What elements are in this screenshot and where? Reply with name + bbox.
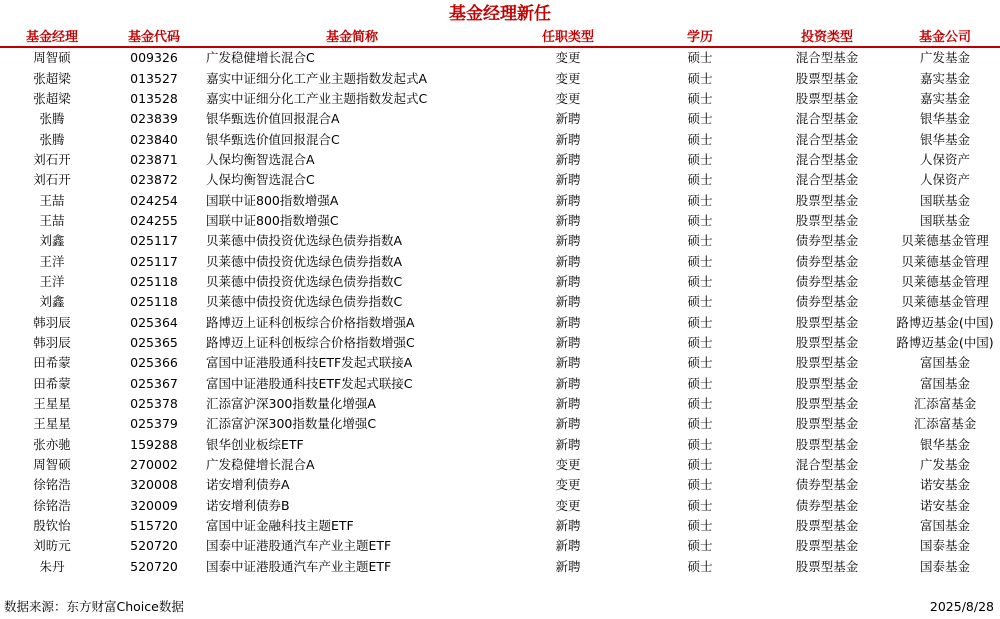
investment-type-cell: 混合型基金 bbox=[795, 111, 859, 127]
fund-company-cell: 诺安基金 bbox=[919, 497, 970, 513]
education-cell: 硕士 bbox=[687, 477, 713, 493]
manager-cell: 王星星 bbox=[33, 396, 71, 412]
manager-cell: 朱丹 bbox=[39, 558, 65, 574]
fund-name-cell: 人保均衡智选混合A bbox=[206, 151, 315, 167]
education-cell: 硕士 bbox=[687, 416, 713, 432]
education-cell: 硕士 bbox=[687, 314, 713, 330]
manager-cell: 周智硕 bbox=[33, 457, 71, 473]
appointment-type-cell: 新聘 bbox=[555, 151, 581, 167]
education-cell: 硕士 bbox=[687, 233, 713, 249]
manager-cell: 张超梁 bbox=[33, 90, 71, 106]
fund-name-cell: 广发稳健增长混合C bbox=[206, 50, 315, 66]
appointment-type-cell: 新聘 bbox=[555, 131, 581, 147]
fund-name-cell: 汇添富沪深300指数量化增强A bbox=[206, 396, 376, 412]
manager-cell: 刘石开 bbox=[33, 172, 71, 188]
appointment-type-cell: 新聘 bbox=[555, 111, 581, 127]
investment-type-cell: 债券型基金 bbox=[795, 273, 859, 289]
education-cell: 硕士 bbox=[687, 396, 713, 412]
investment-type-cell: 股票型基金 bbox=[795, 436, 859, 452]
fund-company-cell: 嘉实基金 bbox=[919, 90, 970, 106]
fund-name-cell: 人保均衡智选混合C bbox=[206, 172, 315, 188]
education-cell: 硕士 bbox=[687, 131, 713, 147]
code-cell: 024255 bbox=[130, 212, 178, 228]
manager-cell: 韩羽辰 bbox=[33, 334, 71, 350]
appointment-type-cell: 变更 bbox=[555, 457, 581, 473]
investment-type-cell: 债券型基金 bbox=[795, 477, 859, 493]
header-code: 基金代码 bbox=[104, 28, 204, 47]
manager-cell: 刘昉元 bbox=[33, 538, 71, 554]
code-cell: 025367 bbox=[130, 375, 178, 391]
code-cell: 025118 bbox=[130, 294, 178, 310]
table-row bbox=[0, 516, 1000, 536]
table-row bbox=[0, 475, 1000, 495]
manager-cell: 田希蒙 bbox=[33, 375, 71, 391]
appointment-type-cell: 变更 bbox=[555, 477, 581, 493]
manager-cell: 张腾 bbox=[39, 111, 65, 127]
fund-name-cell: 富国中证金融科技主题ETF bbox=[206, 518, 354, 534]
table-row bbox=[0, 455, 1000, 475]
code-cell: 025365 bbox=[130, 334, 178, 350]
header-fund-company: 基金公司 bbox=[890, 28, 1000, 47]
manager-cell: 王喆 bbox=[39, 192, 65, 208]
fund-company-cell: 贝莱德基金管理 bbox=[901, 233, 989, 249]
manager-cell: 刘鑫 bbox=[39, 233, 65, 249]
manager-cell: 王洋 bbox=[39, 253, 65, 269]
header-fund-name: 基金简称 bbox=[204, 28, 500, 47]
fund-manager-table bbox=[0, 28, 1000, 577]
manager-cell: 张亦驰 bbox=[33, 436, 71, 452]
investment-type-cell: 债券型基金 bbox=[795, 294, 859, 310]
fund-name-cell: 国泰中证港股通汽车产业主题ETF bbox=[206, 558, 392, 574]
appointment-type-cell: 新聘 bbox=[555, 233, 581, 249]
code-cell: 025118 bbox=[130, 273, 178, 289]
investment-type-cell: 混合型基金 bbox=[795, 172, 859, 188]
appointment-type-cell: 新聘 bbox=[555, 253, 581, 269]
fund-company-cell: 诺安基金 bbox=[919, 477, 970, 493]
appointment-type-cell: 新聘 bbox=[555, 172, 581, 188]
education-cell: 硕士 bbox=[687, 518, 713, 534]
fund-company-cell: 路博迈基金(中国) bbox=[896, 334, 994, 350]
education-cell: 硕士 bbox=[687, 497, 713, 513]
code-cell: 013528 bbox=[130, 90, 178, 106]
fund-name-cell: 广发稳健增长混合A bbox=[206, 457, 315, 473]
appointment-type-cell: 新聘 bbox=[555, 396, 581, 412]
table-row bbox=[0, 129, 1000, 149]
table-row bbox=[0, 47, 1000, 68]
fund-name-cell: 国泰中证港股通汽车产业主题ETF bbox=[206, 538, 392, 554]
fund-company-cell: 富国基金 bbox=[919, 355, 970, 371]
fund-company-cell: 贝莱德基金管理 bbox=[901, 294, 989, 310]
fund-name-cell: 诺安增利债券B bbox=[206, 497, 290, 513]
table-row bbox=[0, 435, 1000, 455]
table-row bbox=[0, 211, 1000, 231]
appointment-type-cell: 新聘 bbox=[555, 192, 581, 208]
table-row bbox=[0, 312, 1000, 332]
code-cell: 023871 bbox=[130, 151, 178, 167]
table-row bbox=[0, 89, 1000, 109]
fund-name-cell: 路博迈上证科创板综合价格指数增强C bbox=[206, 334, 415, 350]
manager-cell: 王星星 bbox=[33, 416, 71, 432]
investment-type-cell: 股票型基金 bbox=[795, 416, 859, 432]
fund-name-cell: 银华甄选价值回报混合C bbox=[206, 131, 340, 147]
code-cell: 515720 bbox=[130, 518, 178, 534]
fund-company-cell: 汇添富基金 bbox=[913, 416, 977, 432]
education-cell: 硕士 bbox=[687, 558, 713, 574]
education-cell: 硕士 bbox=[687, 273, 713, 289]
education-cell: 硕士 bbox=[687, 457, 713, 473]
appointment-type-cell: 新聘 bbox=[555, 416, 581, 432]
education-cell: 硕士 bbox=[687, 355, 713, 371]
table-row bbox=[0, 272, 1000, 292]
appointment-type-cell: 新聘 bbox=[555, 436, 581, 452]
education-cell: 硕士 bbox=[687, 50, 713, 66]
fund-company-cell: 贝莱德基金管理 bbox=[901, 273, 989, 289]
fund-name-cell: 国联中证800指数增强C bbox=[206, 212, 339, 228]
appointment-type-cell: 新聘 bbox=[555, 212, 581, 228]
fund-name-cell: 诺安增利债券A bbox=[206, 477, 290, 493]
fund-name-cell: 富国中证港股通科技ETF发起式联接A bbox=[206, 355, 413, 371]
education-cell: 硕士 bbox=[687, 111, 713, 127]
investment-type-cell: 股票型基金 bbox=[795, 558, 859, 574]
investment-type-cell: 混合型基金 bbox=[795, 151, 859, 167]
education-cell: 硕士 bbox=[687, 192, 713, 208]
investment-type-cell: 股票型基金 bbox=[795, 334, 859, 350]
code-cell: 013527 bbox=[130, 70, 178, 86]
code-cell: 009326 bbox=[130, 50, 178, 66]
investment-type-cell: 债券型基金 bbox=[795, 497, 859, 513]
investment-type-cell: 股票型基金 bbox=[795, 375, 859, 391]
table-row bbox=[0, 68, 1000, 88]
fund-name-cell: 贝莱德中债投资优选绿色债券指数C bbox=[206, 273, 403, 289]
investment-type-cell: 股票型基金 bbox=[795, 538, 859, 554]
table-row bbox=[0, 414, 1000, 434]
code-cell: 320008 bbox=[130, 477, 178, 493]
manager-cell: 殷钦怡 bbox=[33, 518, 71, 534]
fund-company-cell: 富国基金 bbox=[919, 375, 970, 391]
fund-company-cell: 银华基金 bbox=[919, 131, 970, 147]
investment-type-cell: 股票型基金 bbox=[795, 314, 859, 330]
fund-name-cell: 银华创业板综ETF bbox=[206, 436, 304, 452]
manager-cell: 周智硕 bbox=[33, 50, 71, 66]
appointment-type-cell: 新聘 bbox=[555, 518, 581, 534]
table-row bbox=[0, 353, 1000, 373]
fund-name-cell: 嘉实中证细分化工产业主题指数发起式C bbox=[206, 90, 428, 106]
table-body bbox=[0, 47, 1000, 577]
code-cell: 023839 bbox=[130, 111, 178, 127]
fund-company-cell: 人保资产 bbox=[919, 172, 970, 188]
code-cell: 320009 bbox=[130, 497, 178, 513]
fund-company-cell: 贝莱德基金管理 bbox=[901, 253, 989, 269]
appointment-type-cell: 新聘 bbox=[555, 294, 581, 310]
code-cell: 023872 bbox=[130, 172, 178, 188]
page-title: 基金经理新任 bbox=[449, 4, 551, 24]
appointment-type-cell: 变更 bbox=[555, 70, 581, 86]
appointment-type-cell: 新聘 bbox=[555, 375, 581, 391]
appointment-type-cell: 变更 bbox=[555, 497, 581, 513]
code-cell: 025378 bbox=[130, 396, 178, 412]
report-date: 2025/8/28 bbox=[929, 599, 994, 614]
investment-type-cell: 股票型基金 bbox=[795, 70, 859, 86]
manager-cell: 张腾 bbox=[39, 131, 65, 147]
investment-type-cell: 股票型基金 bbox=[795, 212, 859, 228]
code-cell: 025117 bbox=[130, 253, 178, 269]
manager-cell: 王洋 bbox=[39, 273, 65, 289]
education-cell: 硕士 bbox=[687, 334, 713, 350]
manager-cell: 徐铭浩 bbox=[33, 477, 71, 493]
fund-name-cell: 贝莱德中债投资优选绿色债券指数C bbox=[206, 294, 403, 310]
appointment-type-cell: 新聘 bbox=[555, 558, 581, 574]
education-cell: 硕士 bbox=[687, 90, 713, 106]
appointment-type-cell: 变更 bbox=[555, 90, 581, 106]
investment-type-cell: 股票型基金 bbox=[795, 518, 859, 534]
fund-company-cell: 富国基金 bbox=[919, 518, 970, 534]
fund-name-cell: 贝莱德中债投资优选绿色债券指数A bbox=[206, 233, 403, 249]
appointment-type-cell: 新聘 bbox=[555, 334, 581, 350]
investment-type-cell: 股票型基金 bbox=[795, 396, 859, 412]
education-cell: 硕士 bbox=[687, 436, 713, 452]
fund-company-cell: 嘉实基金 bbox=[919, 70, 970, 86]
table-header-row bbox=[0, 28, 1000, 47]
education-cell: 硕士 bbox=[687, 294, 713, 310]
manager-cell: 张超梁 bbox=[33, 70, 71, 86]
manager-cell: 刘石开 bbox=[33, 151, 71, 167]
header-manager: 基金经理 bbox=[0, 28, 104, 47]
code-cell: 025364 bbox=[130, 314, 178, 330]
table-row bbox=[0, 394, 1000, 414]
fund-company-cell: 路博迈基金(中国) bbox=[896, 314, 994, 330]
investment-type-cell: 混合型基金 bbox=[795, 50, 859, 66]
code-cell: 025379 bbox=[130, 416, 178, 432]
investment-type-cell: 股票型基金 bbox=[795, 90, 859, 106]
appointment-type-cell: 变更 bbox=[555, 50, 581, 66]
education-cell: 硕士 bbox=[687, 172, 713, 188]
education-cell: 硕士 bbox=[687, 151, 713, 167]
education-cell: 硕士 bbox=[687, 70, 713, 86]
manager-cell: 刘鑫 bbox=[39, 294, 65, 310]
manager-cell: 徐铭浩 bbox=[33, 497, 71, 513]
fund-company-cell: 人保资产 bbox=[919, 151, 970, 167]
code-cell: 159288 bbox=[130, 436, 178, 452]
table-row bbox=[0, 109, 1000, 129]
code-cell: 520720 bbox=[130, 538, 178, 554]
education-cell: 硕士 bbox=[687, 375, 713, 391]
table-row bbox=[0, 496, 1000, 516]
header-education: 学历 bbox=[636, 28, 764, 47]
fund-name-cell: 汇添富沪深300指数量化增强C bbox=[206, 416, 377, 432]
fund-name-cell: 嘉实中证细分化工产业主题指数发起式A bbox=[206, 70, 428, 86]
fund-company-cell: 国联基金 bbox=[919, 192, 970, 208]
fund-name-cell: 路博迈上证科创板综合价格指数增强A bbox=[206, 314, 415, 330]
education-cell: 硕士 bbox=[687, 212, 713, 228]
code-cell: 024254 bbox=[130, 192, 178, 208]
fund-company-cell: 广发基金 bbox=[919, 457, 970, 473]
fund-name-cell: 富国中证港股通科技ETF发起式联接C bbox=[206, 375, 413, 391]
table-row bbox=[0, 292, 1000, 312]
code-cell: 023840 bbox=[130, 131, 178, 147]
table-row bbox=[0, 557, 1000, 577]
education-cell: 硕士 bbox=[687, 538, 713, 554]
education-cell: 硕士 bbox=[687, 253, 713, 269]
investment-type-cell: 股票型基金 bbox=[795, 192, 859, 208]
fund-company-cell: 广发基金 bbox=[919, 50, 970, 66]
appointment-type-cell: 新聘 bbox=[555, 314, 581, 330]
fund-name-cell: 银华甄选价值回报混合A bbox=[206, 111, 340, 127]
fund-company-cell: 国泰基金 bbox=[919, 538, 970, 554]
investment-type-cell: 混合型基金 bbox=[795, 457, 859, 473]
appointment-type-cell: 新聘 bbox=[555, 355, 581, 371]
code-cell: 025366 bbox=[130, 355, 178, 371]
table-row bbox=[0, 374, 1000, 394]
fund-company-cell: 国泰基金 bbox=[919, 558, 970, 574]
table-row bbox=[0, 333, 1000, 353]
fund-company-cell: 国联基金 bbox=[919, 212, 970, 228]
manager-cell: 韩羽辰 bbox=[33, 314, 71, 330]
code-cell: 520720 bbox=[130, 558, 178, 574]
appointment-type-cell: 新聘 bbox=[555, 273, 581, 289]
investment-type-cell: 债券型基金 bbox=[795, 253, 859, 269]
code-cell: 270002 bbox=[130, 457, 178, 473]
header-appointment-type: 任职类型 bbox=[500, 28, 636, 47]
investment-type-cell: 股票型基金 bbox=[795, 355, 859, 371]
fund-company-cell: 银华基金 bbox=[919, 111, 970, 127]
manager-cell: 王喆 bbox=[39, 212, 65, 228]
code-cell: 025117 bbox=[130, 233, 178, 249]
table-row bbox=[0, 536, 1000, 556]
investment-type-cell: 混合型基金 bbox=[795, 131, 859, 147]
table-row bbox=[0, 231, 1000, 251]
table-row bbox=[0, 150, 1000, 170]
table-row bbox=[0, 251, 1000, 271]
manager-cell: 田希蒙 bbox=[33, 355, 71, 371]
data-source-note: 数据来源：东方财富Choice数据 bbox=[4, 599, 184, 614]
appointment-type-cell: 新聘 bbox=[555, 538, 581, 554]
table-row bbox=[0, 190, 1000, 210]
investment-type-cell: 债券型基金 bbox=[795, 233, 859, 249]
fund-company-cell: 汇添富基金 bbox=[913, 396, 977, 412]
fund-company-cell: 银华基金 bbox=[919, 436, 970, 452]
fund-name-cell: 国联中证800指数增强A bbox=[206, 192, 339, 208]
table-row bbox=[0, 170, 1000, 190]
fund-name-cell: 贝莱德中债投资优选绿色债券指数A bbox=[206, 253, 403, 269]
header-investment-type: 投资类型 bbox=[764, 28, 890, 47]
